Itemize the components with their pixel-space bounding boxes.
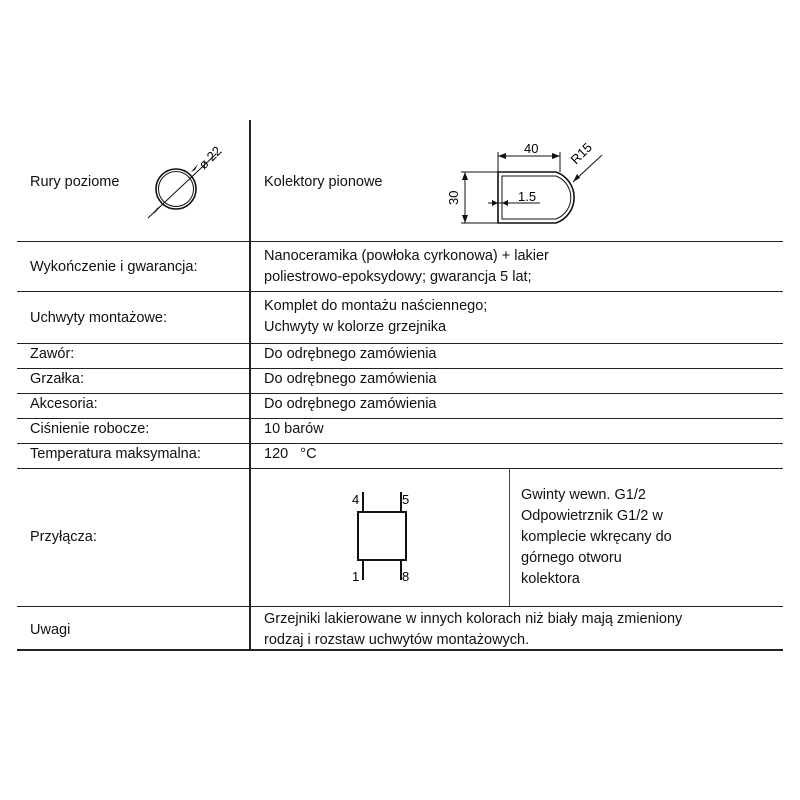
connections-note-line: komplecie wkręcany do xyxy=(521,529,672,545)
connections-note-line: górnego otworu xyxy=(521,550,622,566)
accessories-label: Akcesoria: xyxy=(30,396,98,412)
heater-value: Do odrębnego zamówienia xyxy=(264,371,437,387)
arrowhead xyxy=(502,200,508,206)
finish-value-line: poliestrowo-epoksydowy; gwarancja 5 lat; xyxy=(264,269,532,285)
row-divider xyxy=(17,291,783,292)
arrowhead xyxy=(462,172,468,180)
finish-label: Wykończenie i gwarancja: xyxy=(30,259,198,275)
pipe-outer-circle xyxy=(156,169,196,209)
arrowhead xyxy=(462,215,468,223)
connections-note-line: Gwinty wewn. G1/2 xyxy=(521,487,646,503)
pipe-cross-section-drawing xyxy=(138,130,238,230)
collectors-label: Kolektory pionowe xyxy=(264,174,383,190)
port-label: 1 xyxy=(352,569,360,584)
heater-label: Grzałka: xyxy=(30,371,84,387)
row-divider xyxy=(17,468,783,469)
connections-label: Przyłącza: xyxy=(30,529,97,545)
arrowhead xyxy=(573,174,580,182)
valve-value: Do odrębnego zamówienia xyxy=(264,346,437,362)
radius-label: R15 xyxy=(567,139,595,168)
row-divider xyxy=(17,606,783,607)
connections-notes xyxy=(521,485,672,590)
temperature-unit: °C xyxy=(300,446,317,462)
port-label: 8 xyxy=(402,569,410,584)
arrowhead xyxy=(498,153,506,159)
remarks-value-line: Grzejniki lakierowane w innych kolorach niż biały mają zmieniony xyxy=(264,611,683,627)
remarks-value xyxy=(264,609,682,651)
remarks-label: Uwagi xyxy=(30,622,71,638)
arrowhead xyxy=(191,164,198,172)
temperature-label: Temperatura maksymalna: xyxy=(30,446,201,462)
mounts-value-line: Komplet do montażu naściennego; xyxy=(264,298,488,314)
temperature-value xyxy=(264,444,317,465)
accessories-value: Do odrębnego zamówienia xyxy=(264,396,437,412)
connections-note-line: kolektora xyxy=(521,571,580,587)
remarks-value-line: rodzaj i rozstaw uchwytów montażowych. xyxy=(264,632,530,648)
connections-note-line: Odpowietrznik G1/2 w xyxy=(521,508,663,524)
arrowhead xyxy=(552,153,560,159)
port-label: 5 xyxy=(402,492,410,507)
connection-ports-diagram xyxy=(340,484,420,590)
temperature-number: 120 xyxy=(264,446,289,462)
collector-inner-profile xyxy=(502,176,571,219)
port-label: 4 xyxy=(352,492,360,507)
row-divider xyxy=(17,418,783,419)
finish-value xyxy=(264,246,549,288)
wall-thickness-label: 1.5 xyxy=(518,189,537,204)
mounts-label: Uchwyty montażowe: xyxy=(30,310,167,326)
collector-profile-drawing xyxy=(440,135,610,235)
row-divider xyxy=(17,241,783,242)
pressure-label: Ciśnienie robocze: xyxy=(30,421,150,437)
pipes-label: Rury poziome xyxy=(30,174,120,190)
height-dimension-label: 30 xyxy=(446,190,461,205)
valve-label: Zawór: xyxy=(30,346,75,362)
pipe-inner-circle xyxy=(159,172,194,207)
pipe-diameter-label: ø 22 xyxy=(195,143,225,173)
mounts-value xyxy=(264,296,487,338)
radiator-outline xyxy=(358,512,406,560)
mounts-value-line: Uchwyty w kolorze grzejnika xyxy=(264,319,447,335)
column-divider xyxy=(249,120,251,651)
pressure-value: 10 barów xyxy=(264,421,324,437)
row-divider xyxy=(17,443,783,444)
connections-column-divider xyxy=(509,468,510,606)
width-dimension-label: 40 xyxy=(524,141,539,156)
arrowhead xyxy=(492,200,498,206)
arrowhead xyxy=(154,206,161,214)
finish-value-line: Nanoceramika (powłoka cyrkonowa) + lakier xyxy=(264,248,549,264)
